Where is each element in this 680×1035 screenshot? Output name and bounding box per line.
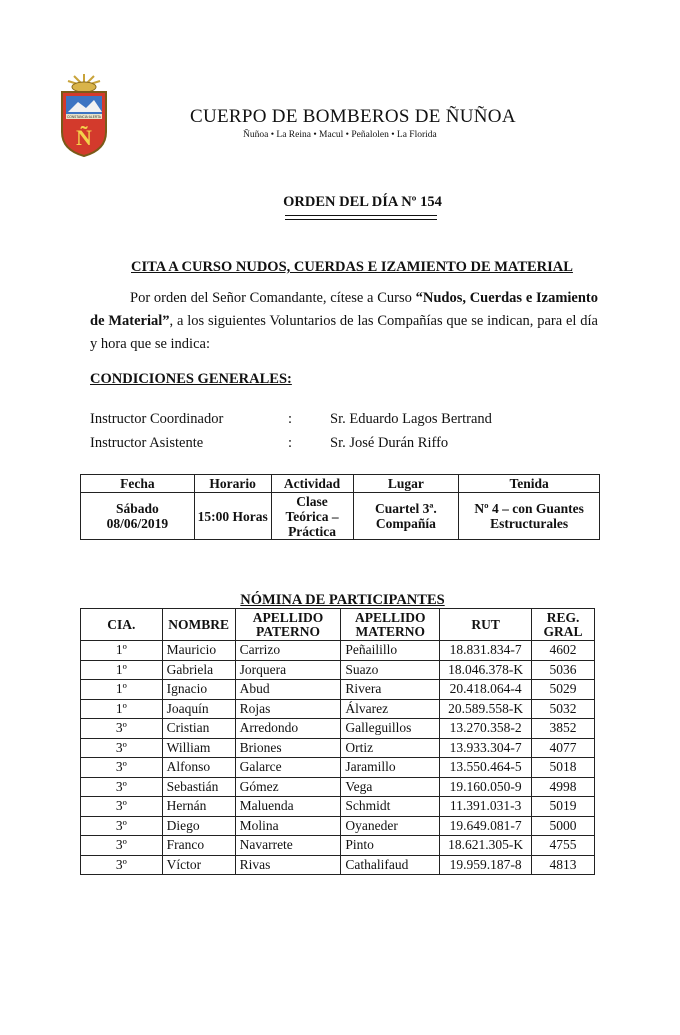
table-row — [81, 836, 595, 856]
cell-apellido-paterno: Rivas — [235, 855, 341, 875]
cell-nombre: William — [162, 738, 235, 758]
cell-rut: 18.621.305-K — [440, 836, 532, 856]
separator-colon: : — [288, 435, 293, 451]
instructor-label: Instructor Asistente — [90, 435, 204, 451]
cell-apellido-materno: Suazo — [341, 660, 440, 680]
cell-tenida — [459, 493, 600, 540]
table-row — [81, 855, 595, 875]
cell-cia: 3º — [81, 797, 163, 817]
cell-apellido-paterno: Briones — [235, 738, 341, 758]
table-row — [81, 699, 595, 719]
header-apellido-materno — [341, 609, 440, 641]
cell-reg-gral: 4077 — [532, 738, 595, 758]
tenida-line: Nº 4 – con Guantes — [474, 501, 584, 516]
table-row — [81, 680, 595, 700]
header-rut: RUT — [440, 609, 532, 641]
fire-department-crest-logo — [56, 72, 112, 158]
title-double-underline — [285, 215, 437, 220]
cell-reg-gral: 5032 — [532, 699, 595, 719]
cell-nombre: Franco — [162, 836, 235, 856]
cell-actividad — [271, 493, 353, 540]
header-cia: CIA. — [81, 609, 163, 641]
header-line: MATERNO — [355, 623, 426, 639]
cell-apellido-paterno: Arredondo — [235, 719, 341, 739]
cell-apellido-materno: Galleguillos — [341, 719, 440, 739]
cell-apellido-paterno: Carrizo — [235, 641, 341, 661]
fecha-date: 08/06/2019 — [106, 516, 169, 531]
cell-reg-gral: 5019 — [532, 797, 595, 817]
cell-cia: 3º — [81, 777, 163, 797]
course-name: “Nudos, Cuerdas e Izamiento de Material” — [90, 290, 599, 329]
cell-rut: 13.550.464-5 — [440, 758, 532, 778]
cell-cia: 1º — [81, 699, 163, 719]
cell-apellido-materno: Pinto — [341, 836, 440, 856]
cell-apellido-materno: Peñailillo — [341, 641, 440, 661]
order-title: ORDEN DEL DÍA Nº 154 — [283, 194, 442, 210]
participants-title: NÓMINA DE PARTICIPANTES — [240, 592, 445, 608]
paragraph-intro: Por orden del Señor Comandante, cítese a Curso — [130, 290, 416, 306]
instructor-label: Instructor Coordinador — [90, 411, 224, 427]
cell-nombre: Joaquín — [162, 699, 235, 719]
cell-nombre: Alfonso — [162, 758, 235, 778]
header-tenida: Tenida — [459, 475, 600, 493]
participants-table — [80, 608, 595, 875]
header-line: APELLIDO — [252, 609, 324, 625]
cell-reg-gral: 5018 — [532, 758, 595, 778]
instructor-name: Sr. Eduardo Lagos Bertrand — [330, 411, 492, 427]
communes-subtitle: Ñuñoa • La Reina • Macul • Peñalolen • La Florida — [243, 130, 437, 140]
cell-fecha — [81, 493, 195, 540]
table-row — [81, 758, 595, 778]
cell-reg-gral: 3852 — [532, 719, 595, 739]
cell-reg-gral: 4813 — [532, 855, 595, 875]
svg-text:Ñ: Ñ — [76, 125, 92, 150]
schedule-header-row — [81, 475, 600, 493]
cell-reg-gral: 4755 — [532, 836, 595, 856]
organization-title: CUERPO DE BOMBEROS DE ÑUÑOA — [190, 106, 516, 127]
cell-cia: 1º — [81, 641, 163, 661]
cell-rut: 13.270.358-2 — [440, 719, 532, 739]
cell-reg-gral: 5036 — [532, 660, 595, 680]
schedule-table — [80, 474, 600, 540]
lugar-line: Compañía — [375, 516, 436, 531]
header-line: APELLIDO — [355, 609, 426, 625]
table-row — [81, 777, 595, 797]
cell-horario: 15:00 Horas — [194, 493, 271, 540]
cell-reg-gral: 4998 — [532, 777, 595, 797]
cell-apellido-materno: Vega — [341, 777, 440, 797]
cell-cia: 3º — [81, 758, 163, 778]
cell-cia: 3º — [81, 738, 163, 758]
cell-rut: 19.649.081-7 — [440, 816, 532, 836]
cell-nombre: Mauricio — [162, 641, 235, 661]
participants-body — [81, 641, 595, 875]
lugar-line: Cuartel 3ª. — [374, 501, 437, 516]
fecha-day: Sábado — [115, 501, 159, 516]
cell-rut: 19.160.050-9 — [440, 777, 532, 797]
table-row — [81, 719, 595, 739]
separator-colon: : — [288, 411, 293, 427]
order-paragraph — [90, 287, 598, 356]
participants-header-row — [81, 609, 595, 641]
tenida-line: Estructurales — [490, 516, 569, 531]
header-line: REG. — [546, 609, 580, 625]
conditions-heading: CONDICIONES GENERALES: — [90, 371, 292, 387]
cell-nombre: Sebastián — [162, 777, 235, 797]
actividad-line: Teórica – — [285, 508, 339, 524]
cell-rut: 20.589.558-K — [440, 699, 532, 719]
actividad-line: Clase — [296, 493, 328, 509]
cell-apellido-paterno: Abud — [235, 680, 341, 700]
cell-rut: 18.046.378-K — [440, 660, 532, 680]
table-row — [81, 816, 595, 836]
cell-apellido-materno: Schmidt — [341, 797, 440, 817]
header-line: GRAL — [543, 623, 583, 639]
cell-apellido-materno: Ortiz — [341, 738, 440, 758]
actividad-line: Práctica — [288, 523, 337, 539]
header-fecha: Fecha — [81, 475, 195, 493]
header-horario: Horario — [194, 475, 271, 493]
cell-nombre: Víctor — [162, 855, 235, 875]
schedule-row — [81, 493, 600, 540]
cell-rut: 20.418.064-4 — [440, 680, 532, 700]
order-subject: CITA A CURSO NUDOS, CUERDAS E IZAMIENTO DE MATERIAL — [131, 259, 573, 275]
cell-apellido-materno: Jaramillo — [341, 758, 440, 778]
header-actividad: Actividad — [271, 475, 353, 493]
cell-nombre: Cristian — [162, 719, 235, 739]
header-nombre: NOMBRE — [162, 609, 235, 641]
instructor-name: Sr. José Durán Riffo — [330, 435, 449, 451]
cell-apellido-materno: Álvarez — [341, 699, 440, 719]
cell-rut: 18.831.834-7 — [440, 641, 532, 661]
cell-reg-gral: 4602 — [532, 641, 595, 661]
cell-nombre: Hernán — [162, 797, 235, 817]
header-reg-gral — [532, 609, 595, 641]
cell-apellido-materno: Cathalifaud — [341, 855, 440, 875]
cell-rut: 13.933.304-7 — [440, 738, 532, 758]
cell-reg-gral: 5029 — [532, 680, 595, 700]
table-row — [81, 660, 595, 680]
table-row — [81, 797, 595, 817]
cell-nombre: Ignacio — [162, 680, 235, 700]
table-row — [81, 738, 595, 758]
cell-cia: 3º — [81, 836, 163, 856]
cell-apellido-paterno: Jorquera — [235, 660, 341, 680]
cell-nombre: Gabriela — [162, 660, 235, 680]
cell-reg-gral: 5000 — [532, 816, 595, 836]
cell-apellido-paterno: Rojas — [235, 699, 341, 719]
table-row — [81, 641, 595, 661]
cell-cia: 1º — [81, 660, 163, 680]
cell-apellido-paterno: Maluenda — [235, 797, 341, 817]
svg-text:CONSTANCIA·ALERTA: CONSTANCIA·ALERTA — [67, 115, 101, 119]
paragraph-rest: , a los siguientes Voluntarios de las Compañías que se indican, para el día y hora que se indica: — [90, 313, 598, 352]
cell-apellido-materno: Oyaneder — [341, 816, 440, 836]
cell-cia: 1º — [81, 680, 163, 700]
header-apellido-paterno — [235, 609, 341, 641]
cell-cia: 3º — [81, 855, 163, 875]
header-line: PATERNO — [255, 623, 320, 639]
cell-rut: 11.391.031-3 — [440, 797, 532, 817]
cell-cia: 3º — [81, 719, 163, 739]
cell-apellido-paterno: Galarce — [235, 758, 341, 778]
cell-apellido-paterno: Gómez — [235, 777, 341, 797]
cell-apellido-paterno: Molina — [235, 816, 341, 836]
header-lugar: Lugar — [353, 475, 459, 493]
cell-rut: 19.959.187-8 — [440, 855, 532, 875]
cell-lugar — [353, 493, 459, 540]
cell-nombre: Diego — [162, 816, 235, 836]
cell-apellido-paterno: Navarrete — [235, 836, 341, 856]
cell-cia: 3º — [81, 816, 163, 836]
cell-apellido-materno: Rivera — [341, 680, 440, 700]
